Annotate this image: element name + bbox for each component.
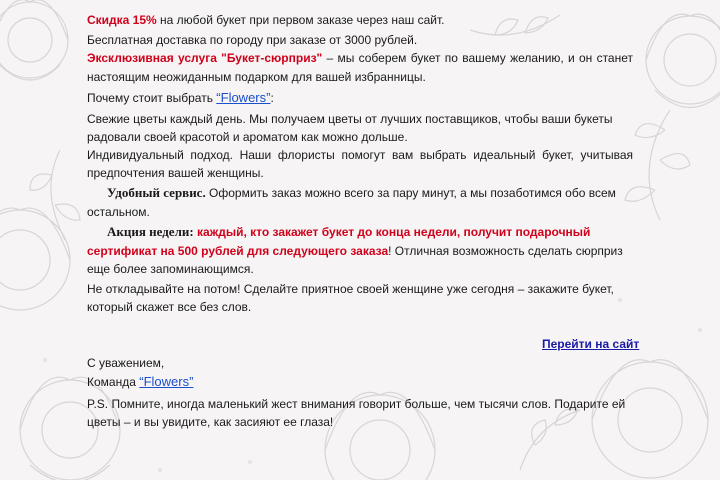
- exclusive-service-text: – мы соберем букет по вашему желанию, и он станет: [322, 51, 633, 65]
- regards-line: С уважением,: [87, 356, 165, 370]
- discount-text: на любой букет при первом заказе через наш сайт.: [156, 13, 445, 27]
- team-line: [87, 374, 193, 390]
- certificate-text: ! Отличная возможность сделать сюрприз: [388, 244, 623, 258]
- brand-link-flowers[interactable]: “Flowers”: [216, 90, 271, 105]
- convenient-service-text: Оформить заказ можно всего за пару минут, а мы позаботимся обо всем: [205, 186, 616, 200]
- team-brand-link[interactable]: “Flowers”: [139, 374, 194, 389]
- individual-approach-line-2: предпочтения вашей женщины.: [87, 166, 264, 180]
- delivery-line: Бесплатная доставка по городу при заказе от 3000 рублей.: [87, 33, 418, 47]
- weekly-promo-line-3: еще более запоминающимся.: [87, 262, 254, 276]
- convenient-service-heading: Удобный сервис.: [107, 185, 206, 200]
- weekly-promo-line: [107, 224, 590, 240]
- exclusive-service-line: [87, 50, 633, 66]
- weekly-promo-text: каждый, кто закажет букет до конца недели, получит подарочный: [193, 225, 591, 239]
- call-to-action-line-2: который скажет все без слов.: [87, 300, 252, 314]
- go-to-site-link[interactable]: Перейти на сайт: [542, 337, 640, 351]
- weekly-promo-line-2: [87, 243, 623, 259]
- why-choose-text: Почему стоит выбрать: [87, 91, 217, 105]
- weekly-promo-heading: Акция недели:: [107, 224, 194, 239]
- call-to-action-line-1: Не откладывайте на потом! Сделайте приятное своей женщине уже сегодня – закажите букет,: [87, 282, 614, 296]
- surprise-gift-line: настоящим неожиданным подарком для вашей избранницы.: [87, 70, 426, 84]
- convenient-service-line-2: остальном.: [87, 205, 150, 219]
- discount-line: [87, 12, 445, 28]
- why-choose-colon: :: [270, 91, 274, 105]
- why-choose-line: [87, 90, 274, 106]
- fresh-flowers-line-1: Свежие цветы каждый день. Мы получаем цветы от лучших поставщиков, чтобы ваши букеты: [87, 112, 613, 126]
- fresh-flowers-line-2: радовали своей красотой и ароматом как можно дольше.: [87, 130, 408, 144]
- certificate-highlight: сертификат на 500 рублей для следующего заказа: [87, 244, 389, 258]
- discount-highlight: Скидка 15%: [87, 13, 157, 27]
- convenient-service-line: [107, 185, 616, 201]
- ps-line-1: P.S. Помните, иногда маленький жест внимания говорит больше, чем тысячи слов. Подарите ей: [87, 397, 626, 411]
- exclusive-service-highlight: Эксклюзивная услуга "Букет-сюрприз": [87, 51, 323, 65]
- ps-line-2: цветы – и вы увидите, как засияют ее глаза!: [87, 415, 334, 429]
- team-text: Команда: [87, 375, 140, 389]
- individual-approach-line-1: Индивидуальный подход. Наши флористы помогут вам выбрать идеальный букет, учитывая: [87, 148, 633, 162]
